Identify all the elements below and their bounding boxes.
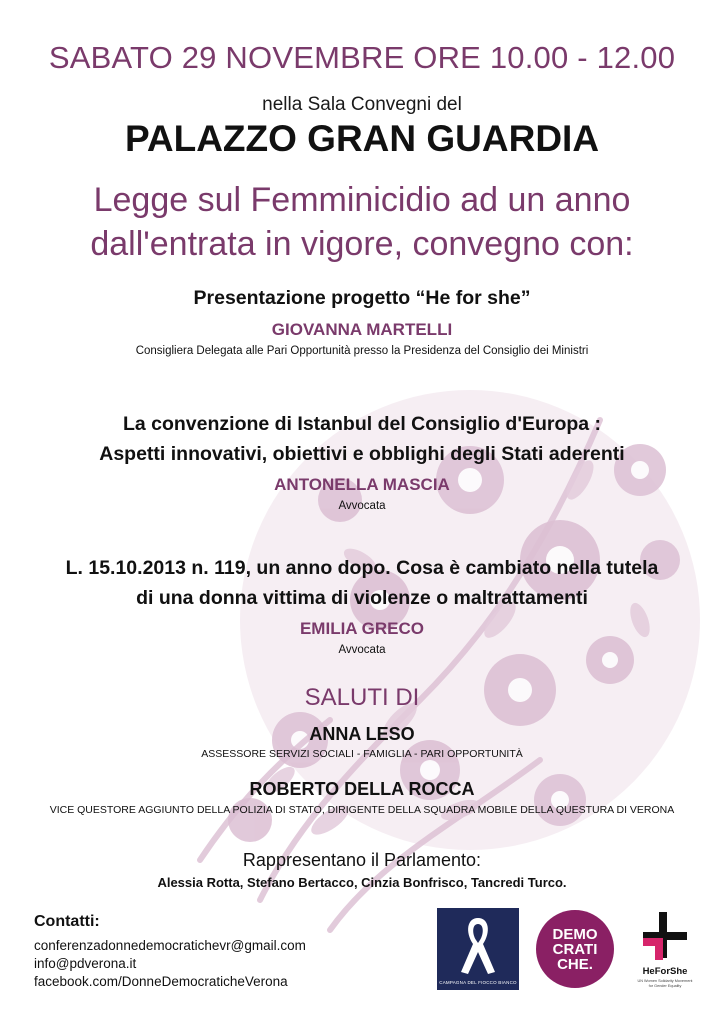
greeting-2-role: VICE QUESTORE AGGIUNTO DELLA POLIZIA DI STATO, DIRIGENTE DELLA SQUADRA MOBILE DELLA QUESTURA DI VERONA <box>49 804 675 816</box>
contact-email-2: info@pdverona.it <box>34 956 137 971</box>
democratiche-line-2: CRATI <box>552 941 598 958</box>
democratiche-line-1: DEMO <box>552 926 598 943</box>
contacts-title: Contatti: <box>34 913 100 930</box>
talk-1-title: Presentazione progetto “He for she” <box>193 287 531 309</box>
event-title-line-1: Legge sul Femminicidio ad un anno <box>93 181 631 219</box>
white-ribbon-logo <box>437 908 519 990</box>
heforshe-logo <box>635 910 695 990</box>
talk-2-speaker: ANTONELLA MASCIA <box>274 475 450 494</box>
talk-2-title-line-1: La convenzione di Istanbul del Consiglio d'Europa : <box>122 413 602 435</box>
talk-1-speaker: GIOVANNA MARTELLI <box>271 320 453 339</box>
talk-1-speaker-role: Consigliera Delegata alle Pari Opportunità presso la Presidenza del Consiglio dei Ministri <box>135 345 589 357</box>
venue-prefix: nella Sala Convegni del <box>262 94 462 115</box>
talk-3-speaker: EMILIA GRECO <box>299 619 425 638</box>
ribbon-icon <box>437 910 519 980</box>
contact-facebook: facebook.com/DonneDemocraticheVerona <box>34 974 288 989</box>
venue-name: PALAZZO GRAN GUARDIA <box>124 118 600 159</box>
democratiche-line-3: CHE. <box>557 956 593 973</box>
talk-2-title-line-2: Aspetti innovativi, obiettivi e obblighi degli Stati aderenti <box>99 443 625 465</box>
ribbon-caption: CAMPAGNA DEL FIOCCO BIANCO <box>439 980 517 985</box>
greeting-1-name: ANNA LESO <box>309 724 415 744</box>
talk-3-speaker-role: Avvocata <box>338 644 386 656</box>
parliament-names: Alessia Rotta, Stefano Bertacco, Cinzia Bonfrisco, Tancredi Turco. <box>157 875 567 890</box>
talk-3-title-line-2: di una donna vittima di violenze o maltrattamenti <box>136 587 588 609</box>
heforshe-tagline: UN Women Solidarity Movement for Gender Equality <box>637 979 693 988</box>
democratiche-logo <box>536 910 614 988</box>
talk-2-speaker-role: Avvocata <box>338 500 386 512</box>
event-title <box>0 178 724 266</box>
parliament-heading: Rappresentano il Parlamento: <box>242 850 482 870</box>
greeting-1-role: ASSESSORE SERVIZI SOCIALI - FAMIGLIA - PARI OPPORTUNITÀ <box>201 748 523 760</box>
talk-3-title-line-1: L. 15.10.2013 n. 119, un anno dopo. Cosa è cambiato nella tutela <box>65 557 659 579</box>
contact-email: conferenzadonnedemocratichevr@gmail.com <box>34 938 306 953</box>
heforshe-symbol-icon <box>635 910 695 964</box>
greetings-heading: SALUTI DI <box>304 684 420 711</box>
greeting-2-name: ROBERTO DELLA ROCCA <box>249 779 475 799</box>
event-title-line-2: dall'entrata in vigore, convegno con: <box>90 225 634 263</box>
event-date: SABATO 29 NOVEMBRE ORE 10.00 - 12.00 <box>48 40 676 75</box>
heforshe-name: HeForShe <box>642 966 688 977</box>
contacts-block <box>34 913 306 991</box>
